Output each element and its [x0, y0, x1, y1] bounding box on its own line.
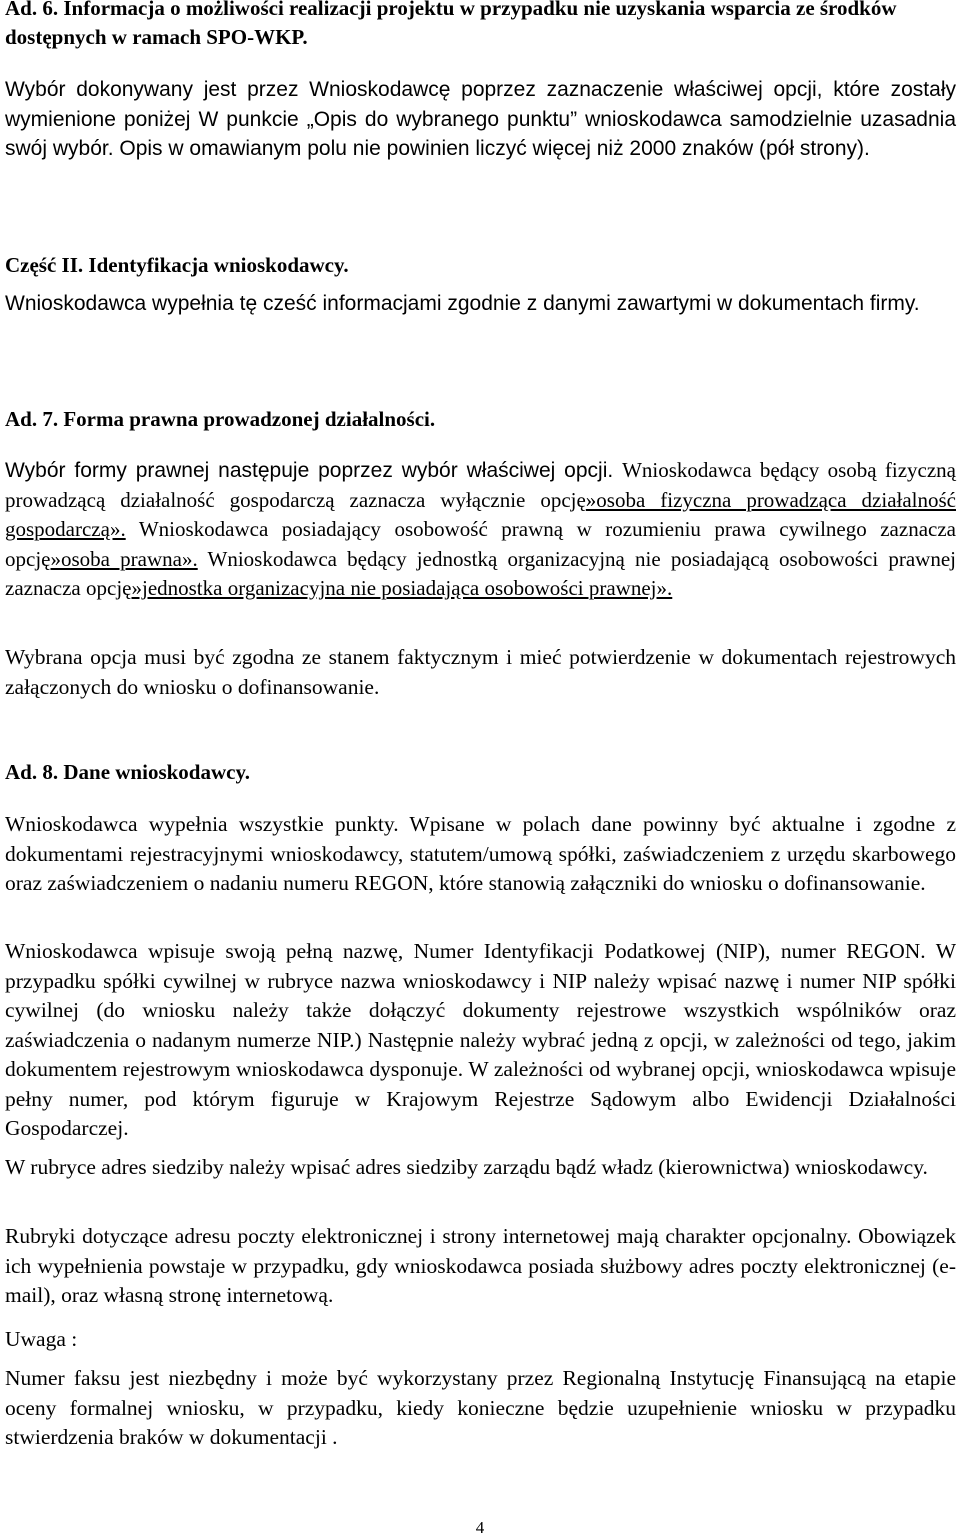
ad7-text-d: Wnioskodawca będący jednostką organizacyjną nie posiadającą osobowości prawnej zaznacza opcję	[5, 546, 957, 600]
ad7-paragraph	[5, 456, 956, 604]
note-paragraph: Numer faksu jest niezbędny i może być wykorzystany przez Regionalną Instytucję Finansującą na etapie oceny formalnej wniosku, w przypadku, kiedy konieczne będzie uzupełnienie wniosku w przypadku stwierdzenia braków w dokumentacji .	[5, 1366, 956, 1449]
ad7-paragraph-2: Wybrana opcja musi być zgodna ze stanem faktycznym i mieć potwierdzenie w dokumentach rejestrowych załączonych do wniosku o dofinansowanie.	[5, 645, 956, 699]
ad7-text-b: Wnioskodawca będący osobą fizyczną prowadzącą działalność gospodarczą zaznacza wyłącznie opcję	[5, 458, 957, 512]
ad8-heading: Ad. 8. Dane wnioskodawcy.	[5, 760, 251, 784]
ad6-text-a: Wybór dokonywany jest przez Wnioskodawcę poprzez zaznaczenie właściwej opcji, które zostały wymienione poniżej W punkcie „Opis do wybranego punktu” wnioskodawca samodzielnie uzasadnia swój wybór.	[5, 78, 956, 160]
ad7-option-organizational-unit: »jednostka organizacyjna nie posiadająca osobowości prawnej».	[131, 576, 673, 600]
ad6-paragraph	[5, 75, 956, 164]
ad8-paragraph-1: Wnioskodawca wypełnia wszystkie punkty. Wpisane w polach dane powinny być aktualne i zgodne z dokumentami rejestracyjnymi wnioskodawcy, statutem/umową spółki, zaświadczeniem z urzędu skarbowego oraz zaświadczeniem o nadaniu numeru REGON, które stanowią załączniki do wniosku o dofinansowanie.	[5, 812, 956, 895]
ad7-text-a: Wybór formy prawnej następuje poprzez wybór właściwej opcji.	[5, 459, 623, 482]
ad8-paragraph-2: Wnioskodawca wpisuje swoją pełną nazwę, Numer Identyfikacji Podatkowej (NIP), numer REGON. W przypadku spółki cywilnej w rubryce nazwa wnioskodawcy i NIP należy wpisać nazwę i numer NIP spółki cywilnej (do wniosku należy także dołączyć dokumenty rejestrowe wszystkich wspólników oraz zaświadczenia o nadanym numerze NIP.) Następnie należy wybrać jedną z opcji, w zależności od tego, jakim dokumentem rejestrowym wnioskodawca dysponuje. W zależności od wybranej opcji, wnioskodawca wpisuje pełny numer, pod którym figuruje w Krajowym Rejestrze Sądowym albo Ewidencji Działalności Gospodarczej.	[5, 939, 956, 1140]
ad7-option-legal-person: »osoba prawna».	[50, 546, 198, 571]
ad8-paragraph-3: W rubryce adres siedziby należy wpisać adres siedziby zarządu bądź władz (kierownictwa) wnioskodawcy.	[5, 1155, 928, 1179]
page-number: 4	[475, 1518, 485, 1537]
ad6-heading: Ad. 6. Informacja o możliwości realizacji projektu w przypadku nie uzyskania wsparcia ze środków dostępnych w ramach SPO-WKP.	[5, 0, 897, 49]
ad7-option-natural-person: »osoba fizyczna prowadząca działalność gospodarczą».	[5, 487, 956, 541]
ad7-heading: Ad. 7. Forma prawna prowadzonej działalności.	[5, 407, 436, 431]
part2-paragraph: Wnioskodawca wypełnia tę cześć informacjami zgodnie z danymi zawartymi w dokumentach firmy.	[5, 292, 920, 315]
part2-heading: Część II. Identyfikacja wnioskodawcy.	[5, 253, 349, 277]
note-label: Uwaga :	[5, 1327, 78, 1351]
ad7-text-c: Wnioskodawca posiadający osobowość prawną w rozumieniu prawa cywilnego zaznacza opcję	[5, 517, 956, 571]
ad8-paragraph-4: Rubryki dotyczące adresu poczty elektronicznej i strony internetowej mają charakter opcjonalny. Obowiązek ich wypełnienia powstaje w przypadku, gdy wnioskodawca posiada służbowy adres poczty elektronicznej (e-mail), oraz własną stronę internetową.	[5, 1224, 956, 1307]
ad6-text-b: Opis w omawianym polu nie powinien liczyć więcej niż 2000 znaków (pół strony).	[119, 137, 870, 160]
